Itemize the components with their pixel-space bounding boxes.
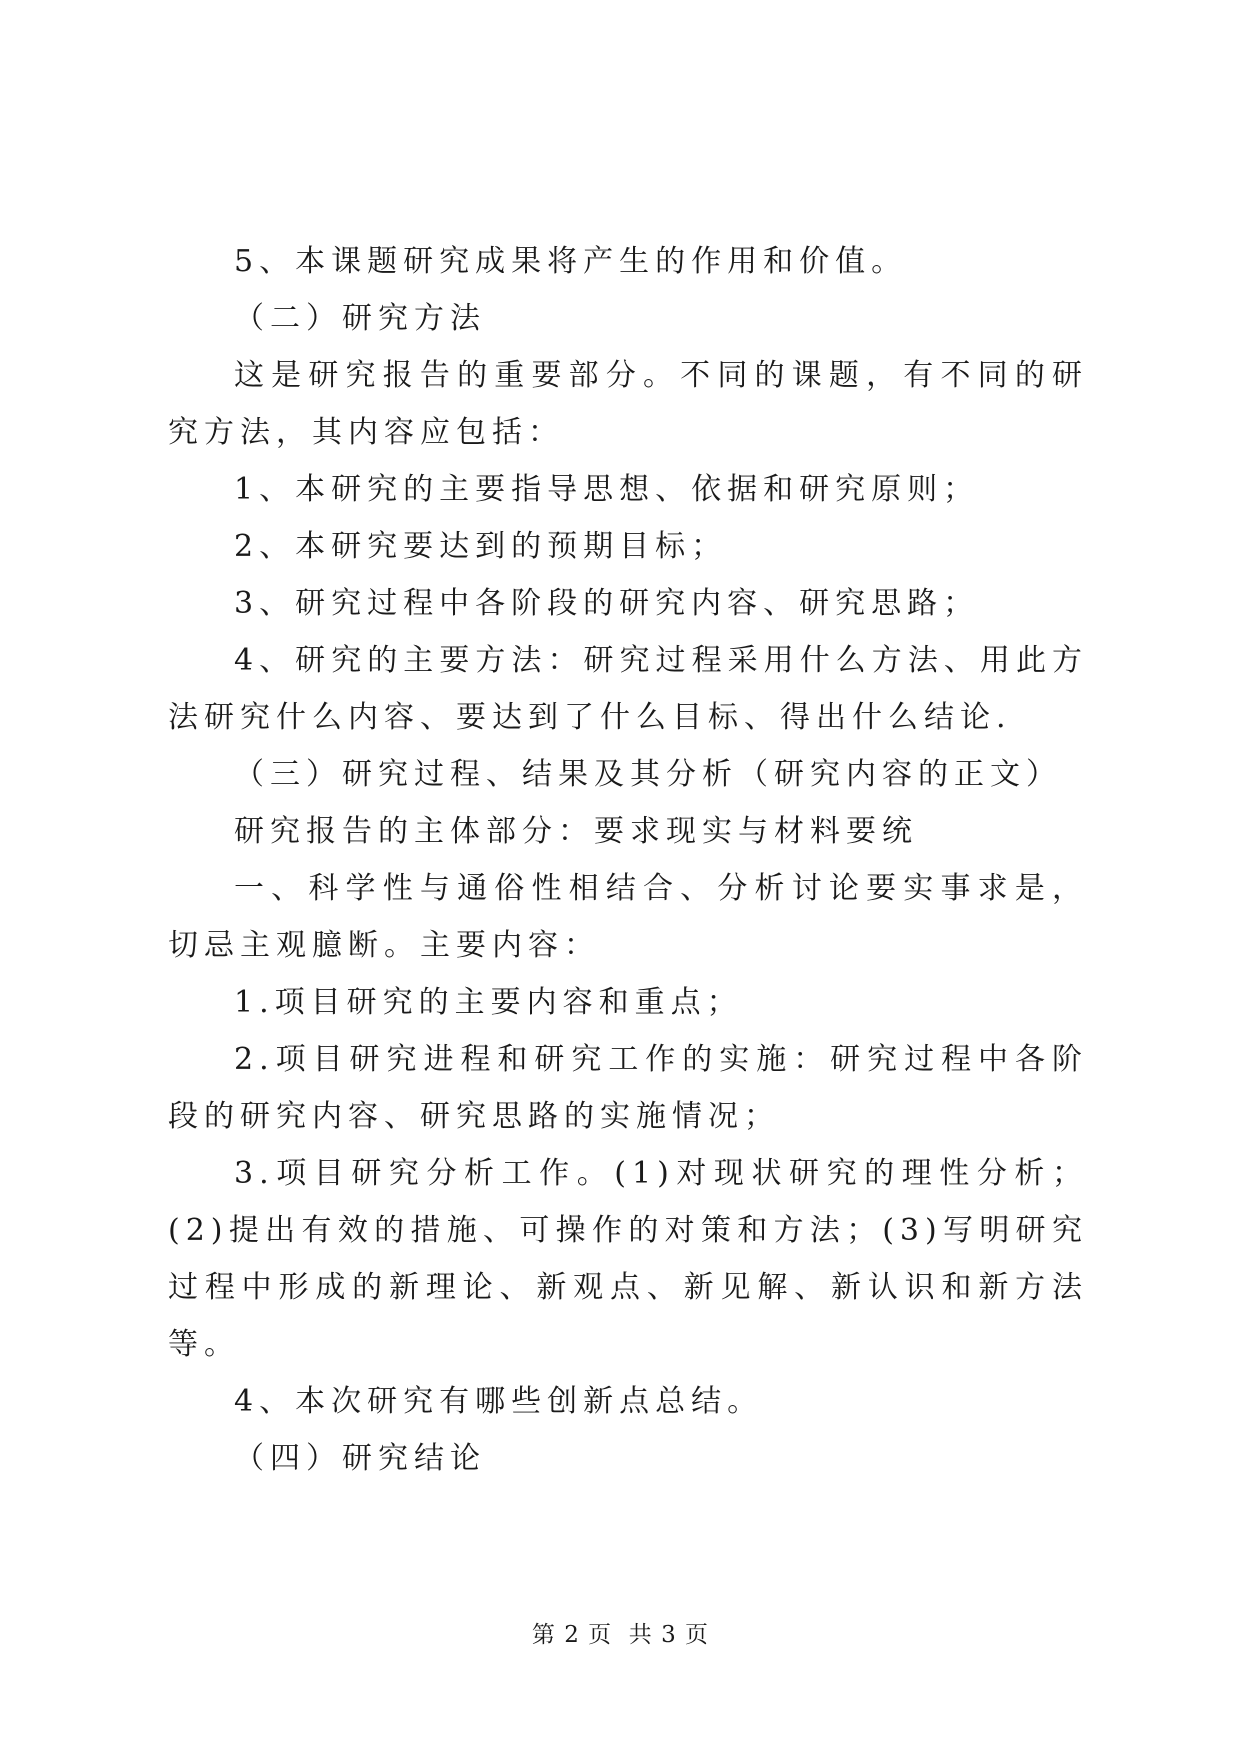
section-heading: （二）研究方法 <box>234 301 486 336</box>
list-item: 1、本研究的主要指导思想、依据和研究原则； <box>234 472 980 507</box>
list-item: 3、研究过程中各阶段的研究内容、研究思路； <box>234 586 980 621</box>
list-item: 2.项目研究进程和研究工作的实施：研究过程中各阶段的研究内容、研究思路的实施情况； <box>168 1042 1088 1134</box>
section-heading: （三）研究过程、结果及其分析（研究内容的正文） <box>234 757 1062 792</box>
document-body <box>168 233 1088 1487</box>
section-heading: （四）研究结论 <box>234 1441 486 1476</box>
list-item: 1.项目研究的主要内容和重点； <box>234 985 743 1020</box>
paragraph: 这是研究报告的重要部分。不同的课题，有不同的研究方法，其内容应包括： <box>168 358 1088 450</box>
page-number-footer: 第 2 页 共 3 页 <box>531 1622 710 1648</box>
list-item: 2、本研究要达到的预期目标； <box>234 529 728 564</box>
list-item: 4、本次研究有哪些创新点总结。 <box>234 1384 764 1419</box>
paragraph: 5、本课题研究成果将产生的作用和价值。 <box>234 244 908 279</box>
list-item: 4、研究的主要方法：研究过程采用什么方法、用此方法研究什么内容、要达到了什么目标、得出什么结论. <box>168 643 1088 735</box>
paragraph: 一、科学性与通俗性相结合、分析讨论要实事求是，切忌主观臆断。主要内容： <box>168 871 1088 963</box>
paragraph: 研究报告的主体部分：要求现实与材料要统 <box>234 814 918 849</box>
list-item: 3.项目研究分析工作。(1)对现状研究的理性分析；(2)提出有效的措施、可操作的对策和方法；(3)写明研究过程中形成的新理论、新观点、新见解、新认识和新方法等。 <box>168 1156 1088 1362</box>
